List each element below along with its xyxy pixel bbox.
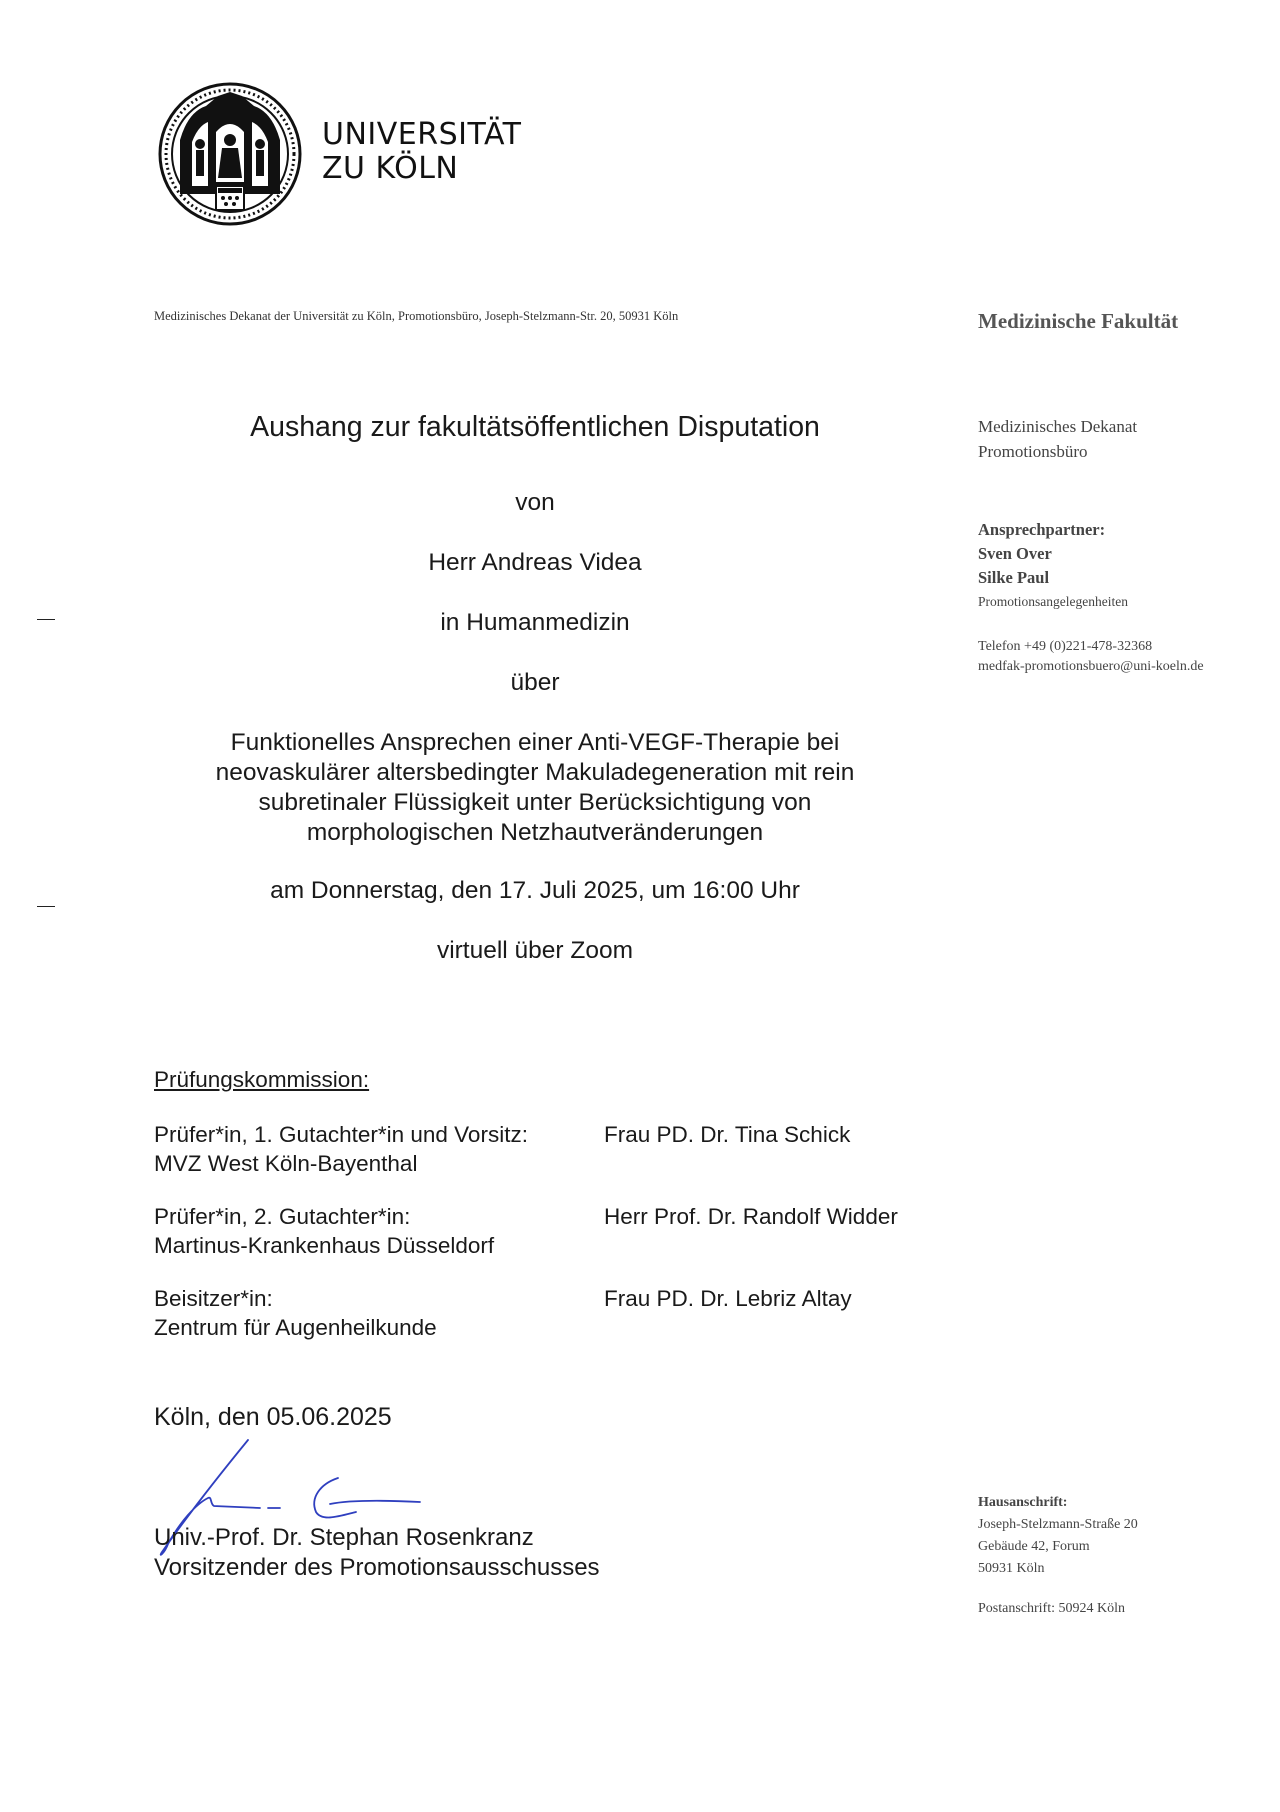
place-date: Köln, den 05.06.2025 bbox=[154, 1403, 392, 1431]
university-name bbox=[322, 118, 521, 186]
committee-member bbox=[154, 1202, 914, 1260]
house-address-line: Joseph-Stelzmann-Straße 20 bbox=[978, 1517, 1138, 1532]
dekanat-line: Promotionsbüro bbox=[978, 442, 1088, 461]
member-name: Frau PD. Dr. Lebriz Altay bbox=[604, 1286, 852, 1311]
house-address-label: Hausanschrift: bbox=[978, 1495, 1068, 1510]
member-name: Herr Prof. Dr. Randolf Widder bbox=[604, 1204, 898, 1229]
postal-address: Postanschrift: 50924 Köln bbox=[978, 1601, 1125, 1616]
contact-block bbox=[978, 518, 1128, 614]
ueber-label: über bbox=[510, 669, 560, 696]
thesis-line: morphologischen Netzhautveränderungen bbox=[306, 819, 764, 846]
member-role: Beisitzer*in: bbox=[154, 1286, 273, 1311]
committee-member bbox=[154, 1284, 914, 1342]
university-name-line1: UNIVERSITÄT bbox=[322, 117, 522, 152]
fold-mark bbox=[37, 906, 55, 907]
thesis-line: subretinaler Flüssigkeit unter Berücksichtigung von bbox=[258, 789, 812, 816]
member-institution: Martinus-Krankenhaus Düsseldorf bbox=[154, 1233, 495, 1258]
email-link[interactable]: medfak-promotionsbuero@uni-koeln.de bbox=[978, 659, 1204, 674]
thesis-title bbox=[150, 728, 920, 848]
house-address-line: 50931 Köln bbox=[978, 1561, 1045, 1576]
committee-section bbox=[154, 1065, 914, 1366]
signer-name: Univ.-Prof. Dr. Stephan Rosenkranz bbox=[154, 1524, 534, 1551]
page-title: Aushang zur fakultätsöffentlichen Disputation bbox=[250, 411, 820, 443]
disputation-date: am Donnerstag, den 17. Juli 2025, um 16:00 Uhr bbox=[270, 877, 800, 904]
contact-label: Ansprechpartner: bbox=[978, 520, 1106, 539]
contact-person: Silke Paul bbox=[978, 568, 1050, 587]
signer-block bbox=[154, 1523, 600, 1583]
main-content bbox=[150, 410, 920, 966]
member-role: Prüfer*in, 2. Gutachter*in: bbox=[154, 1204, 411, 1229]
member-institution: Zentrum für Augenheilkunde bbox=[154, 1315, 437, 1340]
return-address: Medizinisches Dekanat der Universität zu Köln, Promotionsbüro, Joseph-Stelzmann-Str. 20, 50931 Köln bbox=[154, 309, 679, 323]
disputation-location: virtuell über Zoom bbox=[436, 937, 634, 964]
university-seal-icon bbox=[158, 82, 302, 231]
house-address-line: Gebäude 42, Forum bbox=[978, 1539, 1090, 1554]
thesis-line: Funktionelles Ansprechen einer Anti-VEGF-Therapie bei bbox=[230, 729, 840, 756]
dekanat-block bbox=[978, 414, 1137, 464]
phone-number: Telefon +49 (0)221-478-32368 bbox=[978, 639, 1153, 654]
signer-title: Vorsitzender des Promotionsausschusses bbox=[154, 1554, 600, 1581]
subject: in Humanmedizin bbox=[440, 609, 630, 636]
candidate-name: Herr Andreas Videa bbox=[428, 549, 642, 576]
university-name-line2: ZU KÖLN bbox=[322, 151, 459, 186]
committee-heading: Prüfungskommission: bbox=[154, 1067, 370, 1092]
house-address bbox=[978, 1492, 1138, 1580]
phone-email-block bbox=[978, 637, 1204, 677]
member-institution: MVZ West Köln-Bayenthal bbox=[154, 1151, 418, 1176]
member-role: Prüfer*in, 1. Gutachter*in und Vorsitz: bbox=[154, 1122, 528, 1147]
contact-department: Promotionsangelegenheiten bbox=[978, 594, 1128, 609]
dekanat-line: Medizinisches Dekanat bbox=[978, 417, 1138, 436]
von-label: von bbox=[515, 489, 555, 516]
committee-member bbox=[154, 1120, 914, 1178]
thesis-line: neovaskulärer altersbedingter Makuladegeneration mit rein bbox=[215, 759, 855, 786]
contact-person: Sven Over bbox=[978, 544, 1052, 563]
fold-mark bbox=[37, 619, 55, 620]
faculty-name: Medizinische Fakultät bbox=[978, 309, 1179, 333]
member-name: Frau PD. Dr. Tina Schick bbox=[604, 1122, 851, 1147]
